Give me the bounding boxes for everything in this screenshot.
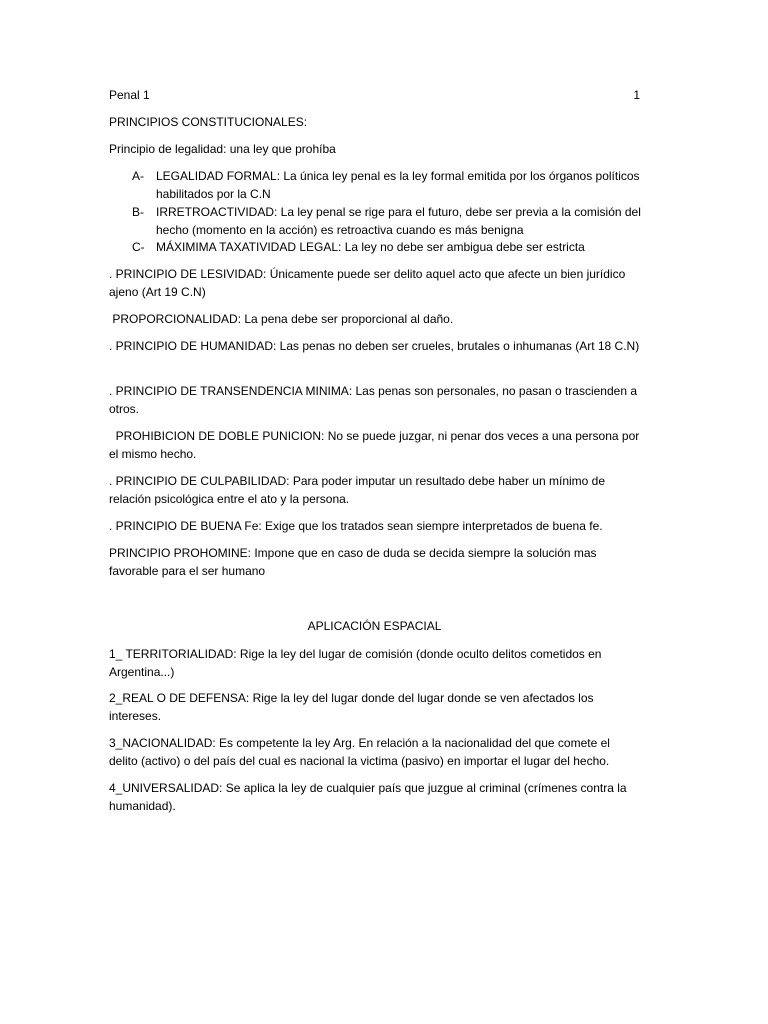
paragraph-humanidad: . PRINCIPIO DE HUMANIDAD: Las penas no deben ser crueles, brutales o inhumanas (Art 18 C.N) — [109, 339, 640, 353]
list-item-c — [132, 239, 648, 257]
paragraph-territorialidad: 1_ TERRITORIALIDAD: Rige la ley del lugar de comisión (donde oculto delitos cometidos en Argentina...) — [109, 647, 602, 679]
header-title: Penal 1 — [109, 88, 150, 102]
paragraph-culpabilidad: . PRINCIPIO DE CULPABILIDAD: Para poder imputar un resultado debe haber un mínimo de relación psicológica entre el ato y la persona. — [109, 474, 606, 506]
list-text: MÁXIMIMA TAXATIVIDAD LEGAL: La ley no debe ser ambigua debe ser estricta — [156, 240, 585, 254]
list-marker: C- — [132, 240, 145, 254]
list-text: LEGALIDAD FORMAL: La única ley penal es la ley formal emitida por los órganos políticos habilitados por la C.N — [156, 169, 640, 201]
page-number: 1 — [633, 88, 640, 102]
list-text: IRRETROACTIVIDAD: La ley penal se rige para el futuro, debe ser previa a la comisión del hecho (momento en la acción) es retroactiva cuando es más benigna — [156, 205, 641, 237]
page-header — [109, 87, 640, 105]
list-item-a — [132, 168, 648, 203]
paragraph-prohomine: PRINCIPIO PROHOMINE: Impone que en caso de duda se decida siempre la solución mas favorable para el ser humano — [109, 546, 597, 578]
paragraph-transendencia: . PRINCIPIO DE TRANSENDENCIA MINIMA: Las penas son personales, no pasan o trascienden a otros. — [109, 384, 638, 416]
paragraph-buena-fe: . PRINCIPIO DE BUENA Fe: Exige que los tratados sean siempre interpretados de buena fe. — [109, 519, 603, 533]
paragraph-real-defensa: 2_REAL O DE DEFENSA: Rige la ley del lugar donde del lugar donde se ven afectados los intereses. — [109, 691, 594, 723]
list-marker: A- — [132, 169, 144, 183]
paragraph-doble-punicion: PROHIBICION DE DOBLE PUNICION: No se puede juzgar, ni penar dos veces a una persona por el mismo hecho. — [109, 429, 643, 461]
paragraph-nacionalidad: 3_NACIONALIDAD: Es competente la ley Arg. En relación a la nacionalidad del que comete el delito (activo) o del país del cual es nacional la victima (pasivo) en importar el lugar del hecho. — [109, 736, 610, 768]
list-item-b — [132, 204, 648, 239]
list-marker: B- — [132, 205, 144, 219]
paragraph-proporcionalidad: PROPORCIONALIDAD: La pena debe ser proporcional al daño. — [109, 312, 454, 326]
section-title-aplicacion: APLICACIÓN ESPACIAL — [307, 619, 442, 633]
paragraph-lesividad: . PRINCIPIO DE LESIVIDAD: Únicamente puede ser delito aquel acto que afecte un bien jurídico ajeno (Art 19 C.N) — [109, 267, 626, 299]
paragraph-universalidad: 4_UNIVERSALIDAD: Se aplica la ley de cualquier país que juzgue al criminal (crímenes contra la humanidad). — [109, 781, 627, 813]
section-intro: Principio de legalidad: una ley que prohíba — [109, 142, 336, 156]
section-title-principios: PRINCIPIOS CONSTITUCIONALES: — [109, 115, 308, 129]
